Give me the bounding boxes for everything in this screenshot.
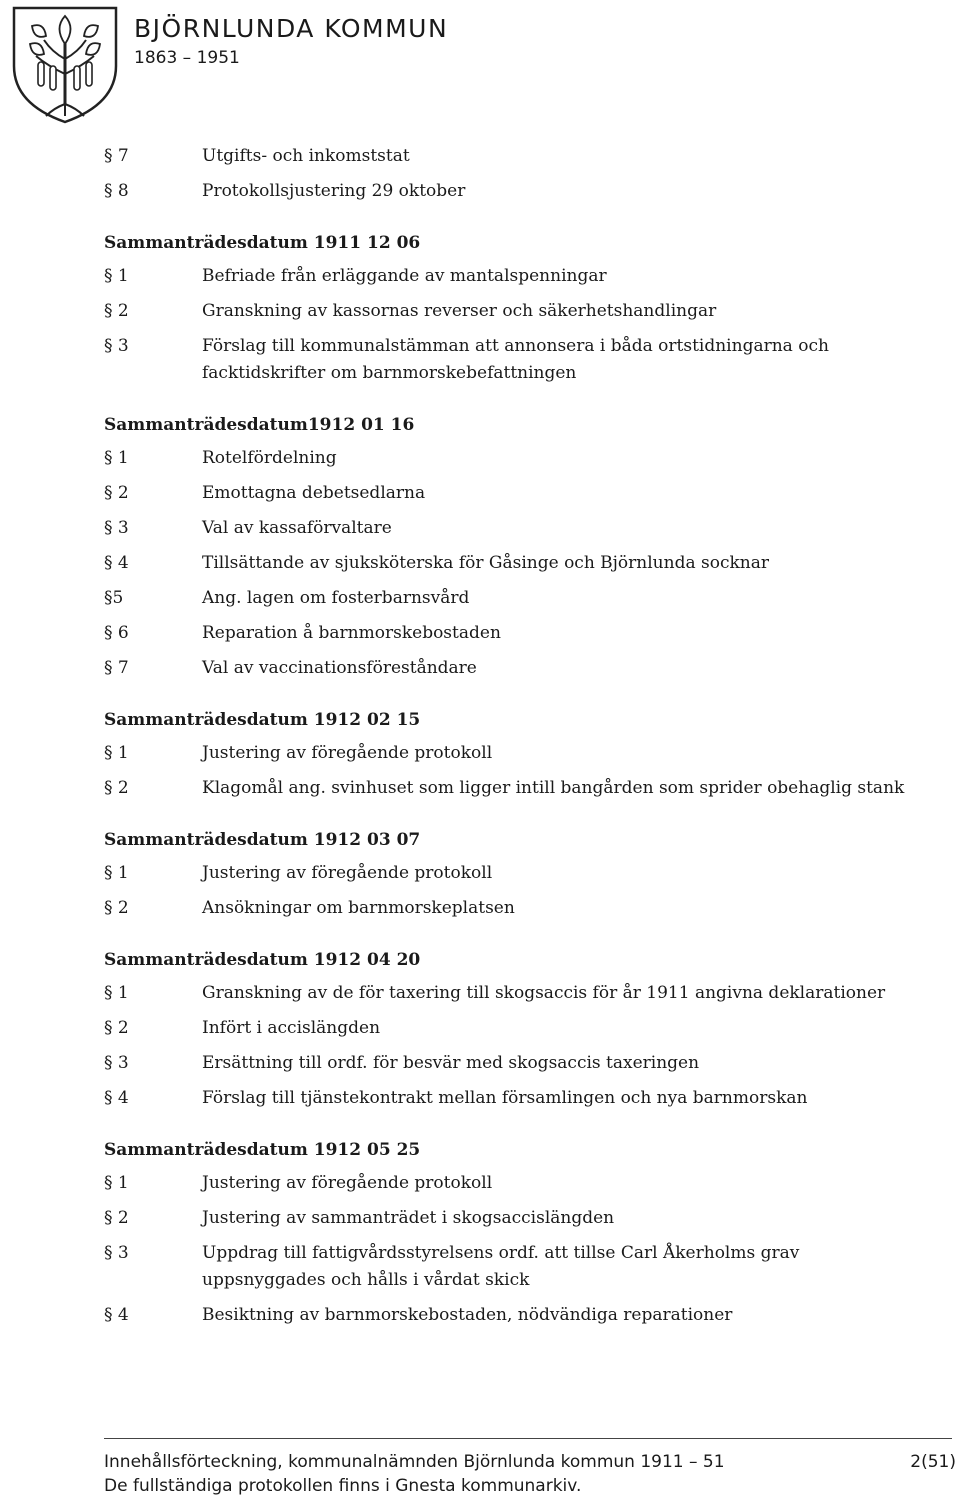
agenda-item	[104, 1085, 924, 1112]
agenda-item-text: Förslag till tjänstekontrakt mellan församlingen och nya barnmorskan	[202, 1088, 808, 1108]
paragraph-number: § 3	[104, 336, 129, 356]
agenda-item	[104, 143, 924, 170]
paragraph-number: § 7	[104, 146, 129, 166]
agenda-item-text: Protokollsjustering 29 oktober	[202, 181, 466, 201]
paragraph-number: § 4	[104, 1088, 129, 1108]
agenda-item	[104, 263, 924, 290]
paragraph-number: § 3	[104, 1243, 129, 1263]
paragraph-number: §5	[104, 588, 124, 608]
paragraph-number: § 4	[104, 553, 129, 573]
agenda-item-text: Reparation å barnmorskebostaden	[202, 623, 501, 643]
agenda-item	[104, 480, 924, 507]
paragraph-number: § 7	[104, 658, 129, 678]
agenda-item	[104, 620, 924, 647]
paragraph-number: § 8	[104, 181, 129, 201]
agenda-item-text: Justering av föregående protokoll	[202, 863, 493, 883]
agenda-item	[104, 515, 924, 542]
agenda-item	[104, 1205, 924, 1232]
agenda-item	[104, 980, 924, 1007]
agenda-item-text: Val av kassaförvaltare	[202, 518, 392, 538]
agenda-item-text: Tillsättande av sjuksköterska för Gåsinge och Björnlunda socknar	[202, 553, 769, 573]
document-body	[104, 143, 924, 1353]
agenda-item	[104, 445, 924, 472]
agenda-item-text: Besiktning av barnmorskebostaden, nödvändiga reparationer	[202, 1305, 733, 1325]
agenda-item-text: Granskning av kassornas reverser och säkerhetshandlingar	[202, 301, 717, 321]
meeting-date-heading: Sammanträdesdatum 1912 05 25	[104, 1140, 421, 1160]
coat-of-arms-logo	[8, 4, 122, 124]
agenda-item-text: Ansökningar om barnmorskeplatsen	[202, 898, 515, 918]
agenda-item-text: Uppdrag till fattigvårdsstyrelsens ordf. att tillse Carl Åkerholms grav uppsnyggades och hålls i vårdat skick	[202, 1243, 800, 1290]
agenda-item	[104, 178, 924, 205]
page-header	[0, 0, 960, 130]
page-footer	[104, 1450, 960, 1498]
paragraph-number: § 1	[104, 863, 129, 883]
paragraph-number: § 2	[104, 1208, 129, 1228]
meeting-section	[104, 411, 924, 682]
agenda-item	[104, 655, 924, 682]
agenda-item-text: Befriade från erläggande av mantalspenningar	[202, 266, 607, 286]
footer-divider	[104, 1438, 952, 1439]
meeting-date-heading: Sammanträdesdatum 1911 12 06	[104, 233, 421, 253]
paragraph-number: § 1	[104, 743, 129, 763]
meeting-section	[104, 706, 924, 802]
agenda-item	[104, 775, 924, 802]
meeting-section	[104, 229, 924, 387]
agenda-item	[104, 298, 924, 325]
meeting-section	[104, 826, 924, 922]
meeting-section	[104, 1136, 924, 1329]
agenda-item	[104, 1170, 924, 1197]
agenda-item	[104, 860, 924, 887]
agenda-item-text: Infört i accislängden	[202, 1018, 381, 1038]
paragraph-number: § 2	[104, 778, 129, 798]
paragraph-number: § 4	[104, 1305, 129, 1325]
agenda-item	[104, 1302, 924, 1329]
agenda-item-text: Granskning av de för taxering till skogsaccis för år 1911 angivna deklarationer	[202, 983, 886, 1003]
agenda-item	[104, 895, 924, 922]
municipality-title: BJÖRNLUNDA KOMMUN	[134, 14, 449, 43]
agenda-item-text: Ersättning till ordf. för besvär med skogsaccis taxeringen	[202, 1053, 700, 1073]
paragraph-number: § 1	[104, 983, 129, 1003]
paragraph-number: § 6	[104, 623, 129, 643]
paragraph-number: § 2	[104, 1018, 129, 1038]
paragraph-number: § 2	[104, 898, 129, 918]
footer-title: Innehållsförteckning, kommunalnämnden Björnlunda kommun 1911 – 51	[104, 1452, 725, 1472]
agenda-item-text: Klagomål ang. svinhuset som ligger intill bangården som sprider obehaglig stank	[202, 778, 905, 798]
agenda-item-text: Utgifts- och inkomststat	[202, 146, 410, 166]
agenda-item-text: Rotelfördelning	[202, 448, 337, 468]
page-number: 2(51)	[910, 1452, 956, 1472]
meeting-date-heading: Sammanträdesdatum1912 01 16	[104, 415, 415, 435]
paragraph-number: § 2	[104, 301, 129, 321]
agenda-item-text: Förslag till kommunalstämman att annonsera i båda ortstidningarna och facktidskrifter om barnmorskebefattningen	[202, 336, 829, 383]
agenda-item	[104, 585, 924, 612]
meeting-date-heading: Sammanträdesdatum 1912 03 07	[104, 830, 421, 850]
meeting-section	[104, 143, 924, 205]
paragraph-number: § 1	[104, 266, 129, 286]
agenda-item-text: Emottagna debetsedlarna	[202, 483, 426, 503]
paragraph-number: § 3	[104, 1053, 129, 1073]
agenda-item-text: Justering av sammanträdet i skogsaccislängden	[202, 1208, 615, 1228]
agenda-item	[104, 1015, 924, 1042]
agenda-item	[104, 333, 924, 387]
footer-note: De fullständiga protokollen finns i Gnesta kommunarkiv.	[104, 1476, 582, 1496]
paragraph-number: § 2	[104, 483, 129, 503]
meeting-date-heading: Sammanträdesdatum 1912 02 15	[104, 710, 421, 730]
paragraph-number: § 1	[104, 1173, 129, 1193]
agenda-item	[104, 740, 924, 767]
agenda-item	[104, 1240, 924, 1294]
paragraph-number: § 3	[104, 518, 129, 538]
agenda-item-text: Justering av föregående protokoll	[202, 1173, 493, 1193]
agenda-item	[104, 550, 924, 577]
agenda-item-text: Justering av föregående protokoll	[202, 743, 493, 763]
municipality-years: 1863 – 1951	[134, 48, 240, 68]
meeting-section	[104, 946, 924, 1112]
meeting-date-heading: Sammanträdesdatum 1912 04 20	[104, 950, 421, 970]
agenda-item-text: Val av vaccinationsföreståndare	[202, 658, 477, 678]
agenda-item	[104, 1050, 924, 1077]
paragraph-number: § 1	[104, 448, 129, 468]
agenda-item-text: Ang. lagen om fosterbarnsvård	[202, 588, 470, 608]
